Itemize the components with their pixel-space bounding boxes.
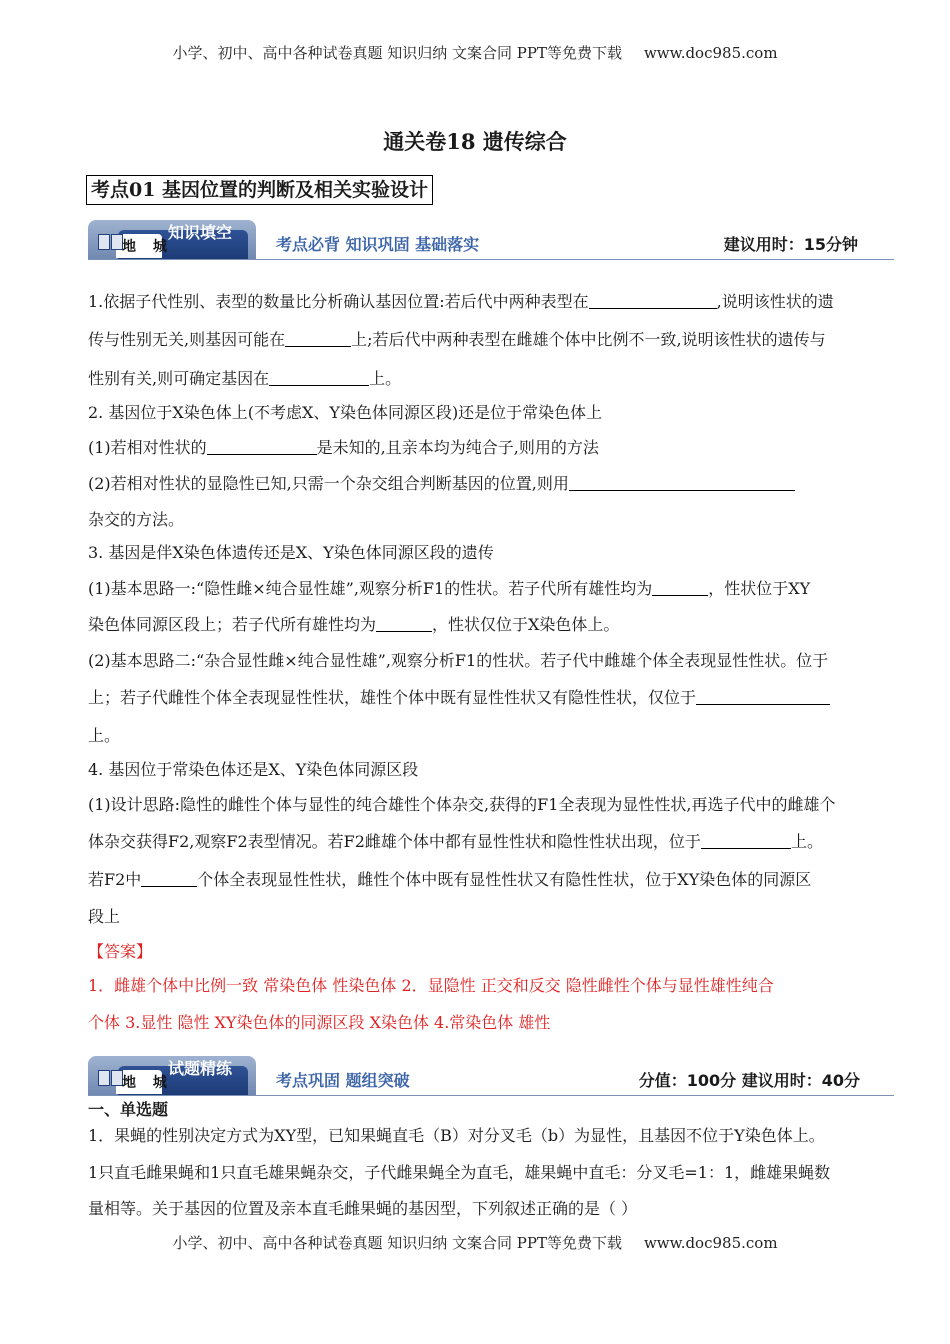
footer-text: 小学、初中、高中各种试卷真题 知识归纳 文案合同 PPT等免费下载	[172, 1234, 622, 1252]
banner-subtitle: 考点必背 知识巩固 基础落实	[276, 235, 480, 254]
answer-line1: 1．雌雄个体中比例一致 常染色体 性染色体 2．显隐性 正交和反交 隐性雌性个体与显性雄性纯合	[88, 976, 774, 995]
answer-line2: 个体 3.显性 隐性 XY染色体的同源区段 X染色体 4.常染色体 雄性	[88, 1013, 551, 1032]
banner-score-time: 分值：100分 建议用时：40分	[638, 1071, 860, 1090]
blank[interactable]	[569, 474, 795, 491]
footer-site[interactable]: www.doc985.com	[643, 1234, 778, 1252]
mc1-line2: 1只直毛雌果蝇和1只直毛雄果蝇杂交，子代雌果蝇全为直毛，雄果蝇中直毛：分叉毛=1：1，雌雄果蝇数	[88, 1163, 831, 1182]
q3-s2-line1: (2)基本思路二:“杂合显性雌×纯合显性雄”,观察分析F1的性状。若子代中雌雄个体全表现显性性状。位于	[88, 651, 829, 670]
blank[interactable]	[696, 688, 830, 705]
q3-s1-line1: (1)基本思路一:“隐性雌×纯合显性雄”,观察分析F1的性状。若子代所有雄性均为 ，性状位于XY	[88, 579, 811, 598]
banner-tab-label: 知识填空	[168, 223, 233, 242]
q3-s2-line2: 上；若子代雌性个体全表现显性性状，雄性个体中既有显性性状又有隐性性状，仅位于	[88, 688, 864, 708]
page-title: 通关卷18 遗传综合	[383, 129, 567, 154]
blank[interactable]	[269, 369, 369, 386]
answer-heading: 【答案】	[88, 942, 153, 961]
q2-s2-end: 杂交的方法。	[88, 510, 185, 529]
q4-s1-line3: 若F2中 个体全表现显性性状，雌性个体中既有显性性状又有隐性性状，位于XY染色体的同源区	[88, 870, 812, 889]
blank[interactable]	[141, 870, 197, 887]
q1-line1: 1.依据子代性别、表型的数量比分析确认基因位置:若后代中两种表型在 ,说明该性状的遗	[88, 292, 834, 311]
blank[interactable]	[207, 438, 317, 455]
q3-s1-line2: 染色体同源区段上；若子代所有雄性均为 ，性状仅位于X染色体上。	[88, 615, 620, 634]
q4-s1-line2: 体杂交获得F2,观察F2表型情况。若F2雌雄个体中都有显性性状和隐性性状出现，位于 上。	[88, 832, 823, 851]
header-site[interactable]: www.doc985.com	[643, 44, 778, 62]
section-banner-practice	[88, 1056, 894, 1096]
q4-head: 4. 基因位于常染色体还是X、Y染色体同源区段	[88, 760, 419, 779]
blank[interactable]	[285, 330, 351, 347]
banner-ghost-text: 地 城	[122, 1075, 173, 1091]
banner-ghost-text: 地 城	[122, 239, 173, 255]
book-icon	[98, 1070, 124, 1088]
header-text: 小学、初中、高中各种试卷真题 知识归纳 文案合同 PPT等免费下载	[172, 44, 622, 62]
blank[interactable]	[589, 292, 717, 309]
section-heading: 一、单选题	[88, 1100, 169, 1119]
page-footer	[0, 1232, 950, 1253]
q3-head: 3. 基因是伴X染色体遗传还是X、Y染色体同源区段的遗传	[88, 543, 494, 562]
q3-s2-line3: 上。	[88, 726, 121, 745]
q4-s1-line4: 段上	[88, 907, 121, 926]
book-icon	[98, 234, 124, 252]
q1-line3: 性别有关,则可确定基因在 上。	[88, 369, 402, 388]
q2-s1: (1)若相对性状的 是未知的,且亲本均为纯合子,则用的方法	[88, 438, 599, 457]
banner-tab-label: 试题精练	[168, 1059, 233, 1078]
blank[interactable]	[701, 832, 791, 849]
blank[interactable]	[652, 579, 708, 596]
section-banner-knowledge	[88, 220, 894, 260]
banner-time: 建议用时：15分钟	[723, 235, 858, 254]
q4-s1-line1: (1)设计思路:隐性的雌性个体与显性的纯合雄性个体杂交,获得的F1全表现为显性性状,再选子代中的雌雄个	[88, 795, 836, 814]
page-header	[0, 42, 950, 63]
mc1-line1: 1．果蝇的性别决定方式为XY型，已知果蝇直毛（B）对分叉毛（b）为显性，且基因不位于Y染色体上。	[88, 1126, 825, 1145]
kaodian-box: 考点01 基因位置的判断及相关实验设计	[86, 175, 433, 205]
q2-s2: (2)若相对性状的显隐性已知,只需一个杂交组合判断基因的位置,则用	[88, 474, 864, 494]
blank[interactable]	[376, 615, 432, 632]
banner-subtitle: 考点巩固 题组突破	[276, 1071, 410, 1090]
mc1-line3: 量相等。关于基因的位置及亲本直毛雌果蝇的基因型，下列叙述正确的是（ ）	[88, 1199, 638, 1218]
q2-head: 2. 基因位于X染色体上(不考虑X、Y染色体同源区段)还是位于常染色体上	[88, 403, 603, 422]
q1-line2: 传与性别无关,则基因可能在 上;若后代中两种表型在雌雄个体中比例不一致,说明该性状的遗传与	[88, 330, 826, 349]
